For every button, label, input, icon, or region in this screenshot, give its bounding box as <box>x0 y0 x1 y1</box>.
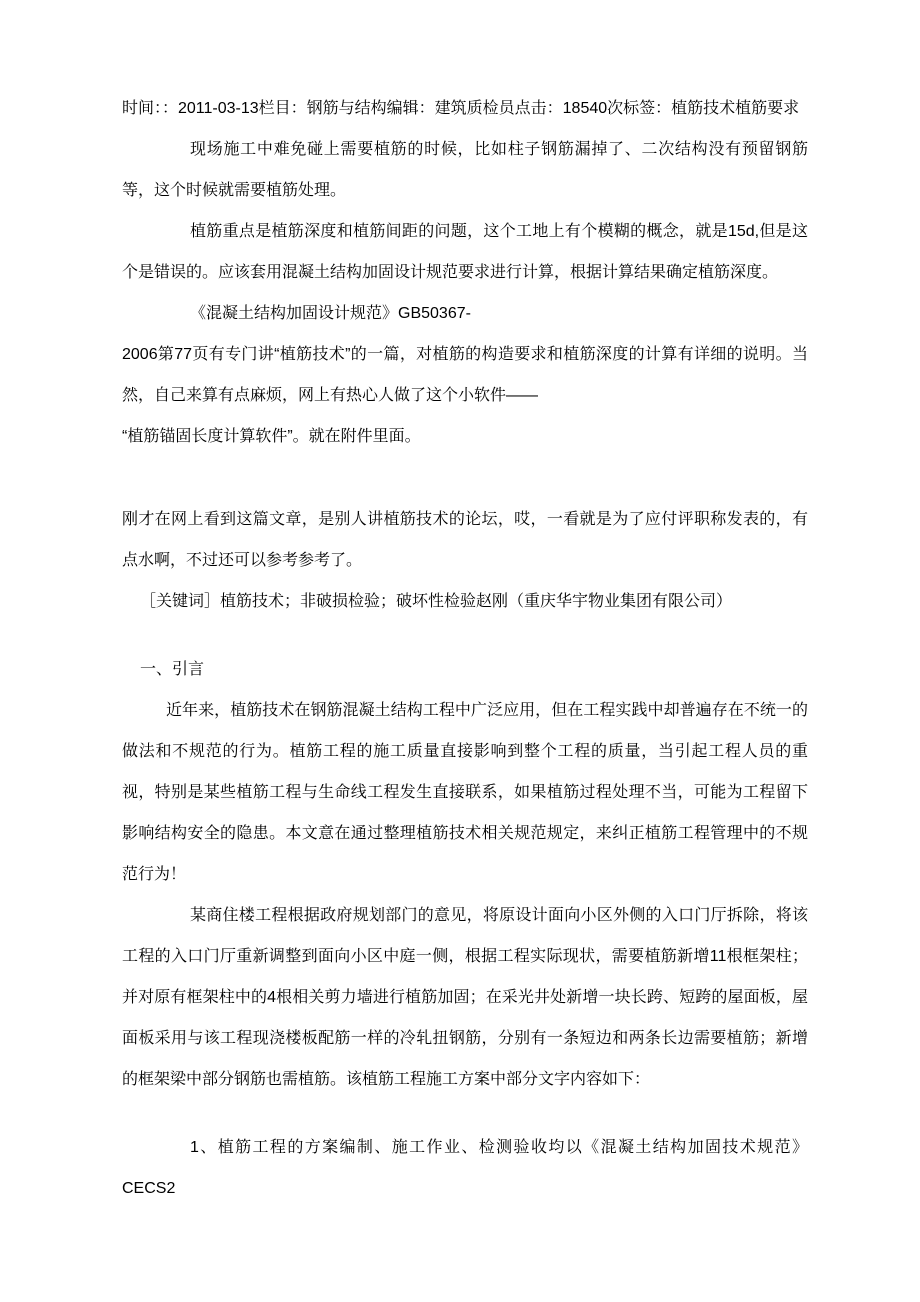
paragraph-depth-spacing: 植筋重点是植筋深度和植筋间距的问题，这个工地上有个模糊的概念，就是15d,但是这个是错误的。应该套用混凝土结构加固设计规范要求进行计算，根据计算结果确定植筋深度。 <box>122 223 808 281</box>
section-heading-introduction: 一、引言 <box>140 661 205 678</box>
paragraph-site-rebar-intro: 现场施工中难免碰上需要植筋的时候，比如柱子钢筋漏掉了、二次结构没有预留钢筋等，这个时候就需要植筋处理。 <box>122 141 808 199</box>
paragraph-code-page77: 2006第77页有专门讲“植筋技术”的一篇，对植筋的构造要求和植筋深度的计算有详细的说明。当然，自己来算有点麻烦，网上有热心人做了这个小软件—— <box>122 346 808 404</box>
paragraph-forum-comment: 刚才在网上看到这篇文章，是别人讲植筋技术的论坛，哎，一看就是为了应付评职称发表的，有点水啊，不过还可以参考参考了。 <box>122 511 808 569</box>
paragraph-recent-years: 近年来，植筋技术在钢筋混凝土结构工程中广泛应用，但在工程实践中却普遍存在不统一的做法和不规范的行为。植筋工程的施工质量直接影响到整个工程的质量，当引起工程人员的重视，特别是某些植筋工程与生命线工程发生直接联系，如果植筋过程处理不当，可能为工程留下影响结构安全的隐患。本文意在通过整理植筋技术相关规范规定，来纠正植筋工程管理中的不规范行为！ <box>122 702 808 883</box>
paragraph-project-description: 某商住楼工程根据政府规划部门的意见，将原设计面向小区外侧的入口门厅拆除，将该工程的入口门厅重新调整到面向小区中庭一侧，根据工程实际现状，需要植筋新增11根框架柱；并对原有框架柱中的4根相关剪力墙进行植筋加固；在采光井处新增一块长跨、短跨的屋面板，屋面板采用与该工程现浇楼板配筋一样的冷轧扭钢筋，分别有一条短边和两条长边需要植筋；新增的框架梁中部分钢筋也需植筋。该植筋工程施工方案中部分文字内容如下： <box>122 907 808 1088</box>
blank-line <box>122 457 808 499</box>
paragraph-software-attachment: “植筋锚固长度计算软件”。就在附件里面。 <box>122 428 421 445</box>
keywords-line: ［关键词］植筋技术；非破损检验；破坏性检验赵刚（重庆华宇物业集团有限公司） <box>140 593 733 610</box>
blank-gap <box>122 1100 808 1127</box>
blank-gap <box>122 622 808 649</box>
paragraph-plan-item-1: 1、植筋工程的方案编制、施工作业、检测验收均以《混凝土结构加固技术规范》CECS2 <box>122 1139 808 1197</box>
paragraph-code-title-line: 《混凝土结构加固设计规范》GB50367- <box>190 305 471 322</box>
meta-line: 时间：：2011-03-13栏目：钢筋与结构编辑：建筑质检员点击：18540次标签：植筋技术植筋要求 <box>122 100 800 117</box>
